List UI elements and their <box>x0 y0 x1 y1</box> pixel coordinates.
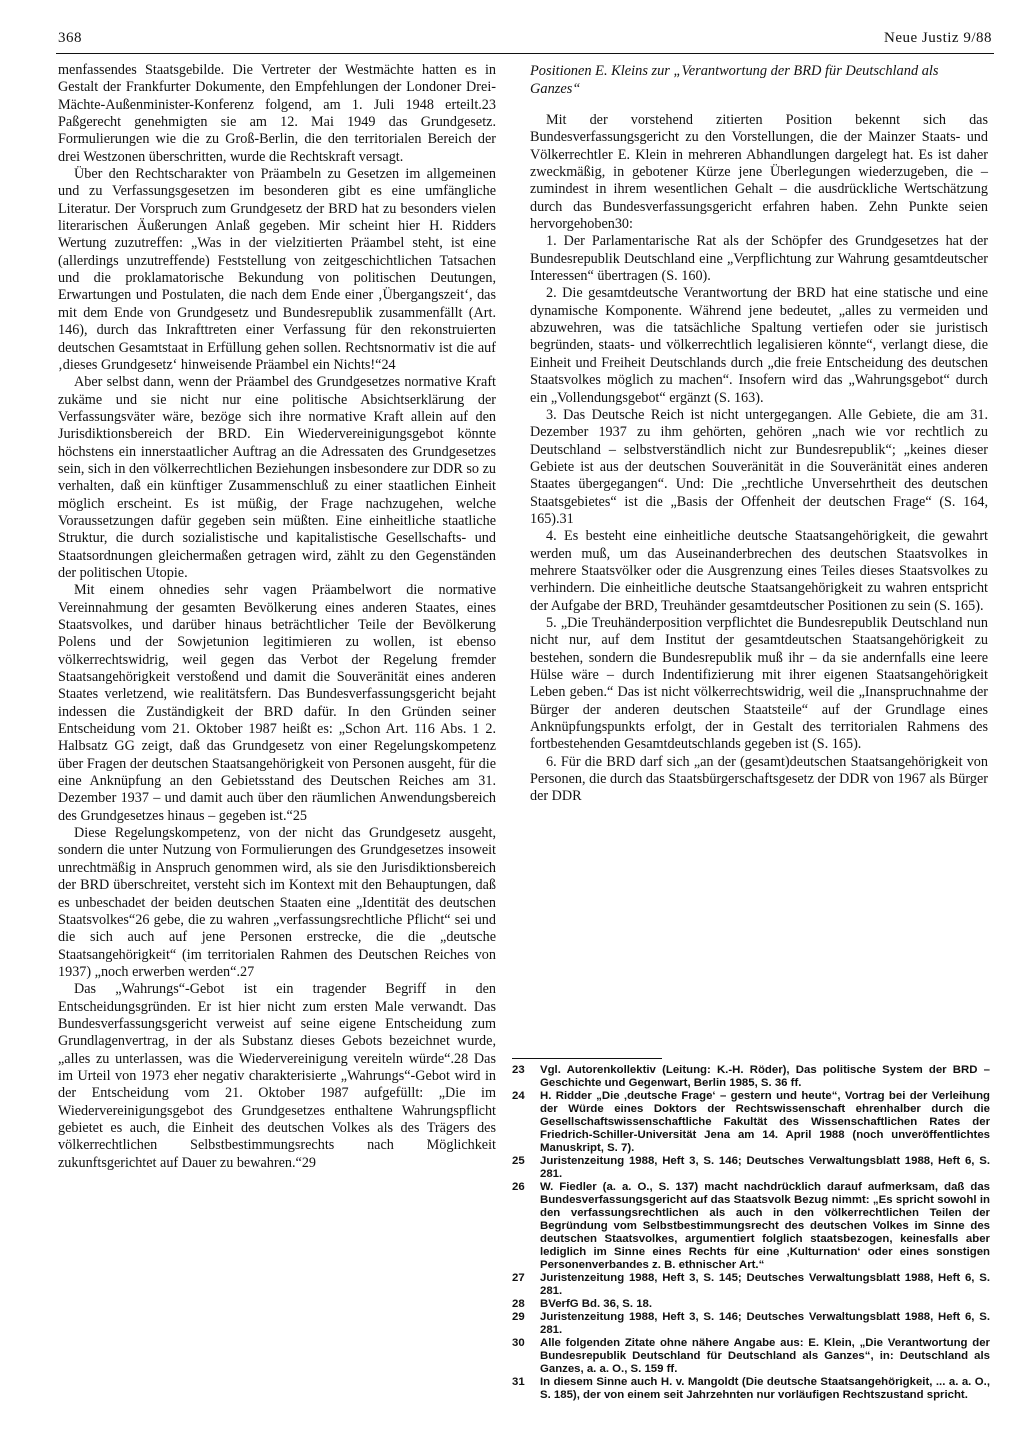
footnote-number: 31 <box>512 1376 525 1388</box>
paragraph: Über den Rechtscharakter von Präambeln zu Gesetzen im allgemeinen und zu Verfassungsgesetzen im besonderen gibt es eine umfängliche Literatur. Der Vorspruch zum Grundgesetz der BRD hat zu besonders vielen literarischen Äußerungen Anlaß gegeben. Mir scheint hier H. Ridders Wertung zuzutreffen: „Was in der vielzitierten Präambel steht, ist eine (allerdings unzutreffende) Feststellung von zeitgeschichtlichen Tatsachen und die proklamatorische Bekundung von politischen Deutungen, Erwartungen und Postulaten, die nach dem Ende einer ‚Übergangszeit‘, das mit dem Ende von Grundgesetz und Bundesrepublik zusammenfällt (Art. 146), durch das Inkrafttreten einer Verfassung für den rekonstruierten deutschen Gesamtstaat in Erfüllung gehen sollen. Rechtsnormativ ist die auf ‚dieses Grundgesetz‘ hinweisende Präambel ein Nichts!“24 <box>58 166 496 373</box>
paragraph: Diese Regelungskompetenz, von der nicht das Grundgesetz ausgeht, sondern die unter Nutzung von Formulierungen des Grundgesetzes insoweit unrechtmäßig in Anspruch genommen wird, als sie den Jurisdiktionsbereich der BRD überschreitet, versteht sich im Kontext mit den Behauptungen, daß es unbeschadet der beiden deutschen Staaten eine „Identität des deutschen Staatsvolkes“26 gebe, die zu wahren „verfassungsrechtliche Pflicht“ sei und die sich auch auf jene Personen erstrecke, die die „deutsche Staatsangehörigkeit“ (im territorialen Rahmen des Deutschen Reiches von 1937) „noch erwerben werden“.27 <box>58 825 496 980</box>
footnote-number: 26 <box>512 1181 525 1193</box>
footnote-number: 27 <box>512 1272 525 1284</box>
footnote-number: 29 <box>512 1311 525 1323</box>
footnotes <box>512 1064 990 1402</box>
footnote-rule <box>512 1058 662 1059</box>
footnote-number: 30 <box>512 1337 525 1349</box>
footnote <box>512 1155 990 1181</box>
paragraph: Aber selbst dann, wenn der Präambel des Grundgesetzes normative Kraft zukäme und sie nicht nur eine politische Absichtserklärung der Verfassungsväter wäre, bezöge sich ihre normative Kraft allein auf den Jurisdiktionsbereich der BRD. Ein Wiedervereinigungsgebot könnte höchstens ein innerstaatlicher Auftrag an die Adressaten des Grundgesetzes sein, sich in den völkerrechtlichen Beziehungen insbesondere zur DDR so zu verhalten, daß ein künftiger Zusammenschluß zu einer staatlichen Einheit möglich erscheint. Es ist müßig, der Frage nachzugehen, welche Voraussetzungen dafür gegeben sein müßten. Eine einheitliche staatliche Struktur, die durch sozialistische und kapitalistische Gesellschafts- und Staatsordnungen gleichermaßen getragen wird, zählt zu den Gegenständen der politischen Utopie. <box>58 374 496 581</box>
list-item: 4. Es besteht eine einheitliche deutsche Staatsangehörigkeit, die gewahrt werden muß, um das Auseinanderbrechen des deutschen Staatsvolkes in mehrere Staatsvölker oder die Ausgrenzung eines Teiles dieses Staatsvolkes zu verhindern. Die einheitliche deutsche Staatsangehörigkeit zu wahren entspricht der Aufgabe der BRD, Treuhänder gesamtdeutscher Positionen zu sein (S. 165). <box>530 528 988 614</box>
footnote-text: Juristenzeitung 1988, Heft 3, S. 146; Deutsches Verwaltungsblatt 1988, Heft 6, S. 281. <box>540 1311 990 1336</box>
left-column <box>58 62 496 1172</box>
paragraph: Das „Wahrungs“-Gebot ist ein tragender Begriff in den Entscheidungsgründen. Er ist hier nicht zum ersten Male verwandt. Das Bundesverfassungsgericht verweist auf seine eigene Entscheidung zum Grundlagenvertrag, in der als Substanz dieses Gebots bezeichnet wurde, „alles zu unterlassen, was die Wiedervereinigung vereiteln würde“.28 Das im Urteil von 1973 eher negativ charakterisierte „Wahrungs“-Gebot wird in der Entscheidung vom 21. Oktober 1987 aufgefüllt: „Die im Wiedervereinigungsgebot des Grundgesetzes enthaltene Wahrungspflicht gebietet es auch, die Einheit des deutschen Volkes als des Trägers des völkerrechtlichen Selbstbestimmungsrechts nach Möglichkeit zukunftsgerichtet auf Dauer zu bewahren.“29 <box>58 981 496 1171</box>
footnote-number: 25 <box>512 1155 525 1167</box>
footnote <box>512 1337 990 1376</box>
page-number: 368 <box>58 30 82 46</box>
footnote <box>512 1311 990 1337</box>
footnote <box>512 1376 990 1402</box>
footnote-number: 28 <box>512 1298 525 1310</box>
list-item: 1. Der Parlamentarische Rat als der Schöpfer des Grundgesetzes hat der Bundesrepublik Deutschland eine „Verpflichtung zur Wahrung gesamtdeutscher Interessen“ übertragen (S. 160). <box>530 233 988 285</box>
list-item: 2. Die gesamtdeutsche Verantwortung der BRD hat eine statische und eine dynamische Komponente. Während jene bedeutet, „alles zu vermeiden und abzuwehren, was die tatsächliche Spaltung vertiefen oder sie juristisch begründen, staats- und völkerrechtlich legalisieren könnte“, verlangt diese, die Einheit und Freiheit Deutschlands durch „die freie Entscheidung des deutschen Staatsvolkes möglich zu machen“. Insofern wird das „Wahrungsgebot“ durch ein „Vollendungsgebot“ ergänzt (S. 163). <box>530 285 988 406</box>
footnote-text: W. Fiedler (a. a. O., S. 137) macht nachdrücklich darauf aufmerksam, daß das Bundesverfassungsgericht auf das Staatsvolk Bezug nimmt: „Es spricht sowohl in den verfassungsrechtlichen als auch in den völkerrechtlichen Teilen der Begründung vom Selbstbestimmungsrecht des deutschen Volkes im Sinne des deutschen Staatsvolkes, argumentiert folglich staatsbezogen, keinesfalls aber lediglich im Sinne eines Rechts für eine ‚Kulturnation‘ oder eines sonstigen Personenverbandes z. B. ethnischer Art.“ <box>540 1181 990 1271</box>
footnote-text: Juristenzeitung 1988, Heft 3, S. 146; Deutsches Verwaltungsblatt 1988, Heft 6, S. 281. <box>540 1155 990 1180</box>
footnote-text: Alle folgenden Zitate ohne nähere Angabe aus: E. Klein, „Die Verantwortung der Bundesrepublik Deutschland für Deutschland als Ganzes“, in: Deutschland als Ganzes, a. a. O., S. 159 ff. <box>540 1337 990 1375</box>
header-rule <box>56 53 994 54</box>
footnote <box>512 1064 990 1090</box>
paragraph: menfassendes Staatsgebilde. Die Vertreter der Westmächte hatten es in Gestalt der Frankfurter Dokumente, den Empfehlungen der Londoner Drei-Mächte-Außenminister-Konferenz folgend, am 1. Juli 1948 erteilt.23 Paßgerecht genehmigten sie am 12. Mai 1949 das Grundgesetz. Formulierungen wie die zu Groß-Berlin, die den territorialen Bereich der drei Westzonen überschritten, wurde die Rechtskraft versagt. <box>58 62 496 165</box>
section-heading: Positionen E. Kleins zur „Verantwortung der BRD für Deutschland als Ganzes“ <box>530 63 939 97</box>
paragraph: Mit der vorstehend zitierten Position bekennt sich das Bundesverfassungsgericht zu den Vorstellungen, die der Mainzer Staats- und Völkerrechtler E. Klein in mehreren Abhandlungen dargelegt hat. Es ist daher zweckmäßig, in gebotener Kürze jene Überlegungen wiederzugeben, die – zumindest in ihrem wesentlichen Gehalt – die ausdrückliche Wertschätzung durch das Bundesverfassungsgericht erfahren haben. Zehn Punkte seien hervorgehoben30: <box>530 112 988 233</box>
list-item: 5. „Die Treuhänderposition verpflichtet die Bundesrepublik Deutschland nun nicht nur, auf dem Institut der gesamtdeutschen Staatsangehörigkeit zu bestehen, sondern die Bundesrepublik muß ihr – da sie andernfalls eine leere Hülse wäre – durch Indentifizierung mit ihrer eigenen Staatsangehörigkeit Leben geben.“ Das ist nicht völkerrechtswidrig, weil die „Inanspruchnahme der Bürger der anderen deutschen Staatsteile“ auf der Grundlage eines Anknüpfungspunkts erfolgt, der in Gestalt des territorialen Rahmens des fortbestehenden Gesamtdeutschlands gegeben ist (S. 165). <box>530 614 988 753</box>
footnote-text: Vgl. Autorenkollektiv (Leitung: K.-H. Röder), Das politische System der BRD – Geschichte und Gegenwart, Berlin 1985, S. 36 ff. <box>540 1064 990 1089</box>
footnote-number: 23 <box>512 1064 525 1076</box>
footnote-number: 24 <box>512 1090 525 1102</box>
footnote <box>512 1181 990 1272</box>
list-item: 6. Für die BRD darf sich „an der (gesamt)deutschen Staatsangehörigkeit von Personen, die durch das Staatsbürgerschaftsgesetz der DDR von 1967 als Bürger der DDR <box>530 753 988 805</box>
list-item: 3. Das Deutsche Reich ist nicht untergegangen. Alle Gebiete, die am 31. Dezember 1937 zu ihm gehörten, gehören „nach wie vor rechtlich zu Deutschland – selbstverständlich nicht zur Bundesrepublik“; „keines dieser Gebiete ist aus der deutschen Souveränität in die Souveränität eines anderen Staates übergegangen“. Und: Die „rechtliche Unversehrtheit des deutschen Staatsgebietes“ ist die „Basis der Offenheit der deutschen Frage“ (S. 164, 165).31 <box>530 406 988 527</box>
paragraph: Mit einem ohnedies sehr vagen Präambelwort die normative Vereinnahmung der gesamten Bevölkerung eines anderen Staates, eines Staatsvolkes, und darüber hinaus beträchtlicher Teile der Bevölkerung Polens und der Sowjetunion legitimieren zu wollen, ist ebenso völkerrechtswidrig, weil gegen das Verbot der Regelung fremder Staatsangehörigkeit verstoßend und damit die Souveränität eines anderen Staates verletzend, wie realitätsfern. Das Bundesverfassungsgericht bejaht indessen die Zuständigkeit der BRD dafür. In den Gründen seiner Entscheidung vom 21. Oktober 1987 heißt es: „Schon Art. 116 Abs. 1 2. Halbsatz GG zeigt, daß das Grundgesetz von einer Regelungskompetenz über Fragen der deutschen Staatsangehörigkeit von Personen ausgeht, für die eine Anknüpfung an den Gebietsstand des Deutschen Reiches am 31. Dezember 1937 – und damit auch über den räumlichen Anwendungsbereich des Grundgesetzes hinaus – gegeben ist.“25 <box>58 582 496 824</box>
footnote-text: H. Ridder „Die ‚deutsche Frage‘ – gestern und heute“, Vortrag bei der Verleihung der Würde eines Doktors der Rechtswissenschaft ehrenhalber durch die Gesellschaftswissenschaftliche Fakultät des Wissenschaftlichen Rates der Friedrich-Schiller-Universität Jena am 14. April 1988 (noch unveröffentlichtes Manuskript, S. 7). <box>540 1090 990 1154</box>
journal-issue: Neue Justiz 9/88 <box>884 30 992 46</box>
footnote-text: BVerfG Bd. 36, S. 18. <box>540 1298 653 1310</box>
footnote-text: In diesem Sinne auch H. v. Mangoldt (Die deutsche Staatsangehörigkeit, ... a. a. O., S. 185), der von einem seit Jahrzehnten nur vorläufigen Rechtszustand spricht. <box>540 1376 990 1401</box>
footnote <box>512 1298 990 1311</box>
footnote-text: Juristenzeitung 1988, Heft 3, S. 145; Deutsches Verwaltungsblatt 1988, Heft 6, S. 281. <box>540 1272 990 1297</box>
footnote <box>512 1090 990 1155</box>
right-column <box>530 62 988 806</box>
footnote <box>512 1272 990 1298</box>
